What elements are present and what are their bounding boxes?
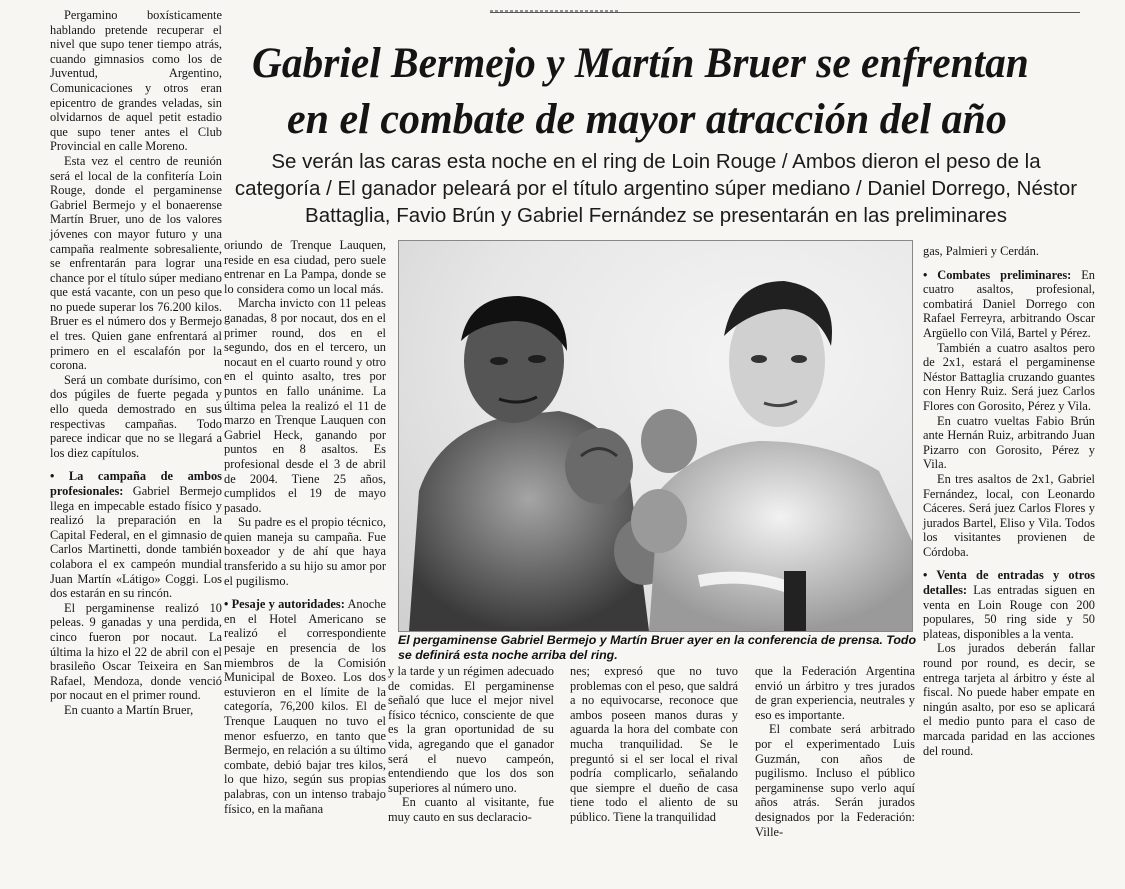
- paragraph: Los jurados deberán fallar round por round, es decir, se entrega tarjeta al árbitro y éste al fiscal. No puede haber empate en ningún asalto, por eso se aplicará el medio punto para el caso de marcada paridad en las acciones del round.: [923, 641, 1095, 758]
- header-rule: [490, 12, 1080, 13]
- section-text: Las entradas siguen en venta en Loin Rouge con 200 populares, 50 ring side y 50 plateas, disponibles a la venta.: [923, 583, 1095, 641]
- paragraph: También a cuatro asaltos pero de 2x1, estará el pergaminense Néstor Battaglia cruzando guantes con Henry Ruiz. Será juez Carlos Flores con Gorosito, Pérez y Vila.: [923, 340, 1095, 413]
- paragraph: En cuanto al visitante, fue muy cauto en sus declaracio-: [388, 795, 554, 824]
- boxers-photo: [398, 240, 913, 632]
- article-column-4: [570, 664, 738, 825]
- headline-line-2: en el combate de mayor atracción del año: [287, 96, 1007, 143]
- section-text: Anoche en el Hotel Americano se realizó el correspondiente pesaje en presencia de los miembros de la Comisión Municipal de Boxeo. Los dos estuvieron en el límite de la categoría, 76,200 kilos. El de Trenque Lauquen no tuvo el menor esfuerzo, en tanto que Bermejo, en relación a su último combate, debió bajar tres kilos, lo que hizo, según sus propias palabras, con un intenso trabajo físico, en la mañana: [224, 597, 386, 816]
- paragraph: que la Federación Argentina envió un árbitro y tres jurados de gran experiencia, neutrales y eso es importante.: [755, 664, 915, 722]
- paragraph: Pergamino boxísticamente hablando pretende recuperar el nivel que supo tener tiempo atrás, cuando gimnasios como los de Juventud, Argentino, Comunicaciones y otros eran epicentro de grandes veladas, sin olvidarnos de aquel petit estadio que supo tener antes el Club Provincial en calle Moreno.: [50, 8, 222, 154]
- article-column-2: [224, 238, 386, 816]
- paragraph: Su padre es el propio técnico, quien maneja su campaña. Fue boxeador y de ahí que haya transferido a su hijo su amor por el pugilismo.: [224, 515, 386, 588]
- section-paragraph: [923, 268, 1095, 341]
- section-title: • Venta de entradas y otros detalles:: [923, 568, 1095, 598]
- subheadline-deck: Se verán las caras esta noche en el ring de Loin Rouge / Ambos dieron el peso de la categoría / El ganador peleará por el título argentino súper mediano / Daniel Dorrego, Néstor Battaglia, Favio Brún y Gabriel Fernández se presentarán en las preliminares: [234, 150, 1078, 227]
- paragraph: oriundo de Trenque Lauquen, reside en esa ciudad, pero suele entrenar en La Pampa, donde se lo considera como un local más.: [224, 238, 386, 296]
- paragraph: En cuatro vueltas Fabio Brún ante Hernán Ruiz, arbitrando Juan Pizarro con Gorosito, Pérez y Vila.: [923, 413, 1095, 472]
- paragraph: En tres asaltos de 2x1, Gabriel Fernández, local, con Leonardo Cáceres. Será juez Carlos Flores y jurados Bartel, Eliso y Vila. Todos los visitantes provienen de Córdoba.: [923, 471, 1095, 559]
- boxers-photo-illustration: [399, 241, 912, 631]
- headline-line-1: Gabriel Bermejo y Martín Bruer se enfrentan: [252, 40, 1029, 87]
- paragraph: Será un combate durísimo, con dos púgiles de fuerte pegada y ello queda demostrado en sus respectivas campañas. Todo parece indicar que no se llegará a los diez capítulos.: [50, 372, 222, 460]
- section-title: • La campaña de ambos profesionales:: [50, 469, 222, 498]
- section-paragraph: [50, 469, 222, 600]
- article-column-3: [388, 664, 554, 825]
- paragraph: nes; expresó que no tuvo problemas con el peso, que saldrá a no equivocarse, reconoce que ambos poseen manos duras y aguarda la hora del combate con mucha tranquilidad. Se le preguntó si el ser local el rival podría complicarlo, señalando que siempre el dueño de casa tiene todo el aliento de su público. Tiene la tranquilidad: [570, 664, 738, 824]
- article-column-5: [755, 664, 915, 839]
- paragraph: Marcha invicto con 11 peleas ganadas, 8 por nocaut, dos en el primer round, dos en el segundo, dos en el tercero, un nocaut en el cuarto round y otro en el quinto asalto, tres por puntos en fallo unánime. La última pelea la realizó el 11 de marzo en Trenque Lauquen con Gabriel Heck, ganando por puntos en 8 asaltos. Es profesional desde el 3 de abril de 2004. Tiene 25 años, cumplidos el 19 de mayo pasado.: [224, 296, 386, 515]
- article-column-1: [50, 8, 222, 718]
- photo-caption: El pergaminense Gabriel Bermejo y Martín Bruer ayer en la conferencia de prensa. Todo se definirá esta noche arriba del ring.: [398, 633, 917, 662]
- paragraph: El pergaminense realizó 10 peleas. 9 ganadas y una perdida, cinco fueron por nocaut. La última la hizo el 22 de abril con el brasileño Oscar Teixeira en San Rafael, Mendoza, donde venció por nocaut en el primer round.: [50, 600, 222, 703]
- section-text: En cuatro asaltos, profesional, combatirá Daniel Dorrego con Rafael Ferreyra, arbitrando Oscar Argüello con Vilá, Bartel y Pérez.: [923, 267, 1095, 340]
- section-title: • Combates preliminares:: [923, 267, 1072, 282]
- paragraph: En cuanto a Martín Bruer,: [64, 702, 194, 717]
- paragraph: Esta vez el centro de reunión será el local de la confitería Loin Rouge, donde el pergaminense Gabriel Bermejo y el bonaerense Martín Bruer, uno de los valores jóvenes con mayor futuro y una campaña realmente sobresaliente, se enfrentarán para lograr una chance por el título súper mediano que está vacante, con un peso que no puede superar los 76.200 kilos. Bruer es el número dos y Bermejo el tres. Quien gane enfrentará al primero en el escalafón por la corona.: [50, 153, 222, 373]
- paragraph: y la tarde y un régimen adecuado de comidas. El pergaminense señaló que luce el mejor nivel físico técnico, consciente de que es la gran oportunidad de su vida, agregando que el ganador será el nuevo campeón, entendiendo que los dos son superiores al número uno.: [388, 664, 554, 795]
- article-column-6: [923, 244, 1095, 758]
- section-paragraph: [923, 568, 1095, 641]
- section-title: • Pesaje y autoridades:: [224, 597, 345, 612]
- paragraph: El combate será arbitrado por el experimentado Luis Guzmán, con años de pugilismo. Incluso el público pergaminense supo verlo aquí años atrás. Serán jurados designados por la Federación: Ville-: [755, 722, 915, 839]
- section-text: Gabriel Bermejo llega en impecable estado físico y realizó la preparación en la Capital Federal, en el gimnasio de Carlos Martinetti, donde también colabora el ex campeón mundial Juan Martín «Látigo» Coggi. Los dos estarán en su rincón.: [50, 484, 222, 601]
- section-paragraph: [224, 597, 386, 816]
- paragraph: gas, Palmieri y Cerdán.: [923, 244, 1039, 258]
